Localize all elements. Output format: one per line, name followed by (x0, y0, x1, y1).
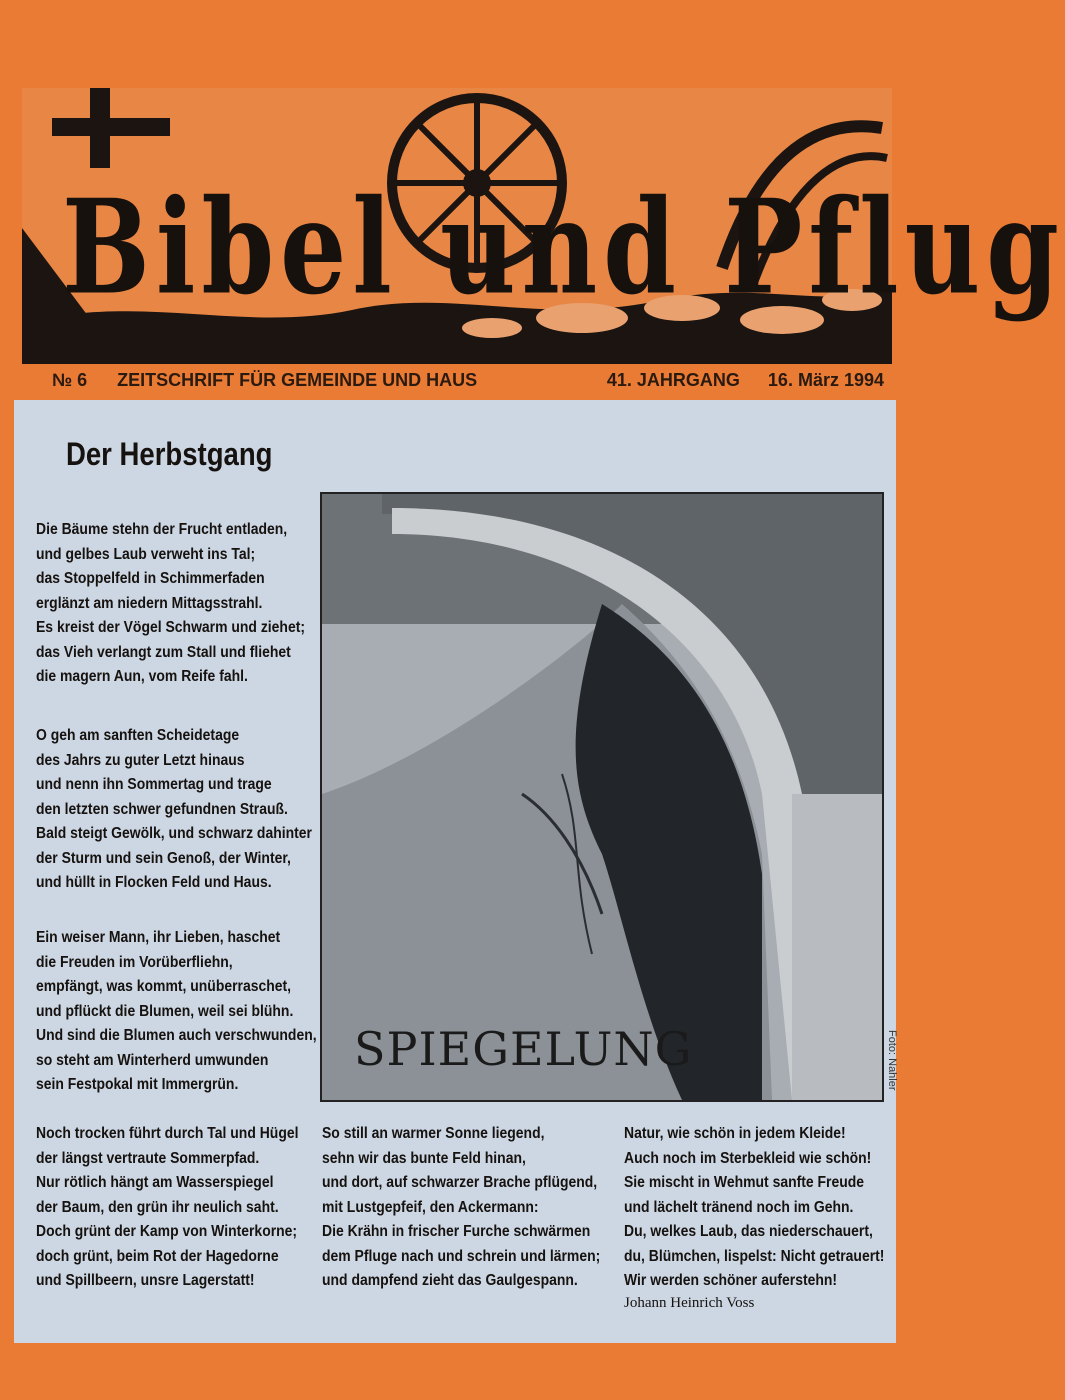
stanza-2 (36, 724, 312, 896)
photo (320, 492, 884, 1102)
poem-line: mit Lustgepfeif, den Ackermann: (322, 1198, 539, 1216)
stanza-1 (36, 518, 306, 690)
poem-line: dem Pfluge nach und schrein und lärmen; (322, 1247, 601, 1265)
poem-line: und Spillbeern, unsre Lagerstatt! (36, 1272, 255, 1289)
poem-title: Der Herbstgang (66, 436, 273, 472)
poem-line: Du, welkes Laub, das niederschauert, (624, 1223, 873, 1240)
stanza-6 (624, 1122, 894, 1294)
poem-line: so steht am Winterherd umwunden (36, 1051, 269, 1069)
volume: 41. JAHRGANG (606, 369, 740, 390)
masthead (22, 88, 1065, 364)
poem-line: sein Festpokal mit Immergrün. (36, 1076, 239, 1093)
poem-line: Es kreist der Vögel Schwarm und ziehet; (36, 619, 306, 636)
poem-line: Doch grünt der Kamp von Winterkorne; (36, 1223, 298, 1240)
stanza-3 (36, 926, 317, 1098)
poem-line: Auch noch im Sterbekleid wie schön! (624, 1149, 872, 1167)
poem-line: und pflückt die Blumen, weil sei blühn. (36, 1002, 294, 1020)
poem-line: und dort, auf schwarzer Brache pflügend, (322, 1174, 598, 1191)
poem-line: Wir werden schöner auferstehn! (624, 1272, 838, 1289)
stanza-4 (36, 1122, 306, 1294)
poem-line: Die Krähn in frischer Furche schwärmen (322, 1223, 591, 1240)
poem-line: empfängt, was kommt, unüberraschet, (36, 978, 292, 995)
issue-number: № 6 (52, 369, 88, 390)
poem-line: und lächelt tränend noch im Gehn. (624, 1198, 854, 1216)
poem-line: Ein weiser Mann, ihr Lieben, haschet (36, 929, 281, 946)
poem-line: und nenn ihn Sommertag und trage (36, 776, 272, 793)
poem-line: Und sind die Blumen auch verschwunden, (36, 1027, 317, 1044)
reflection-photo (322, 494, 882, 1100)
poem-line: sehn wir das bunte Feld hinan, (322, 1149, 526, 1167)
poem-line: und hüllt in Flocken Feld und Haus. (36, 874, 272, 891)
issue-date: 16. März 1994 (767, 369, 884, 390)
poem-line: die magern Aun, vom Reife fahl. (36, 668, 248, 685)
poem-line: den letzten schwer gefundnen Strauß. (36, 800, 288, 818)
poem-line: So still an warmer Sonne liegend, (322, 1125, 545, 1142)
masthead-title: Bibel und Pflug (62, 170, 1065, 324)
poem-line: der Baum, den grün ihr neulich saht. (36, 1198, 279, 1216)
poem-line: erglänzt am niedern Mittagsstrahl. (36, 594, 263, 612)
poem-line: Sie mischt in Wehmut sanfte Freude (624, 1174, 865, 1191)
poem-author: Johann Heinrich Voss (624, 1295, 755, 1311)
photo-credit: Foto: Nahler (886, 1030, 898, 1091)
poem-line: das Stoppelfeld in Schimmerfaden (36, 570, 265, 587)
poem-line: Noch trocken führt durch Tal und Hügel (36, 1125, 299, 1142)
poem-line: du, Blümchen, lispelst: Nicht getrauert! (624, 1247, 885, 1265)
poem-line: der längst vertraute Sommerpfad. (36, 1149, 260, 1167)
poem-line: Die Bäume stehn der Frucht entladen, (36, 521, 288, 538)
content-panel (14, 400, 896, 1343)
photo-caption: SPIEGELUNG (354, 1022, 693, 1076)
publication-subtitle: ZEITSCHRIFT FÜR GEMEINDE UND HAUS (117, 369, 478, 390)
poem-line: das Vieh verlangt zum Stall und fliehet (36, 643, 291, 661)
poem-line: und dampfend zieht das Gaulgespann. (322, 1272, 578, 1289)
poem-line: doch grünt, beim Rot der Hagedorne (36, 1247, 279, 1265)
poem-line: und gelbes Laub verweht ins Tal; (36, 545, 256, 563)
poem-line: der Sturm und sein Genoß, der Winter, (36, 849, 291, 867)
poem-line: Bald steigt Gewölk, und schwarz dahinter (36, 825, 312, 842)
poem-line: Natur, wie schön in jedem Kleide! (624, 1125, 846, 1142)
issue-bar (22, 366, 892, 394)
poem-line: die Freuden im Vorüberfliehn, (36, 953, 233, 971)
poem-line: O geh am sanften Scheidetage (36, 727, 240, 744)
poem-line: Nur rötlich hängt am Wasserspiegel (36, 1174, 274, 1191)
poem-line: des Jahrs zu guter Letzt hinaus (36, 751, 245, 769)
stanza-5 (322, 1122, 601, 1294)
